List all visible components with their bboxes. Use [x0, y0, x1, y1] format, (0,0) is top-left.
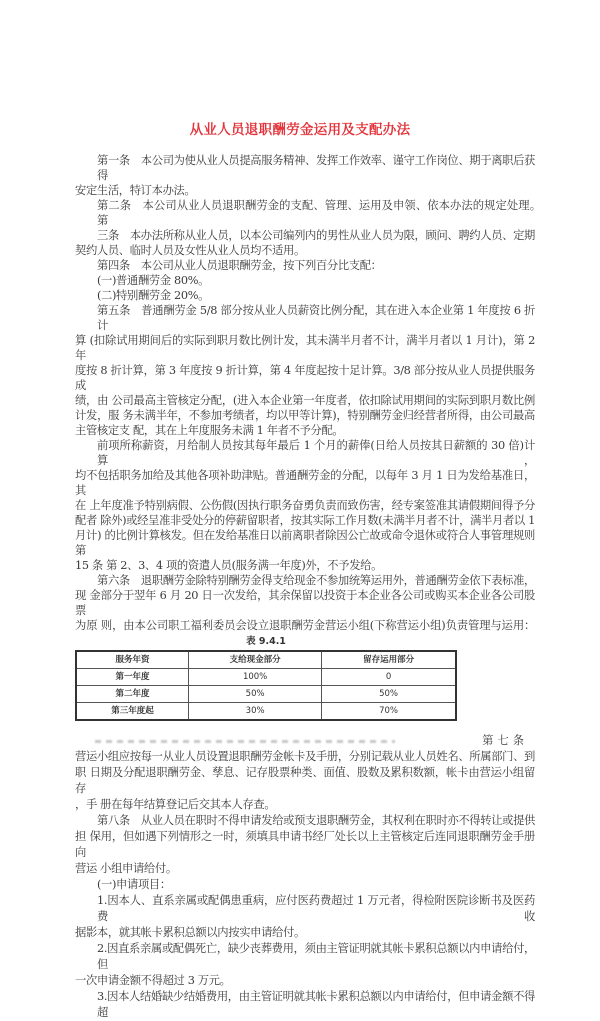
paragraph: [75, 258, 535, 273]
text-line: (二)特别酬劳金 20%。: [97, 289, 210, 302]
text-line: 3.因本人结婚缺少结婚费用，由主管证明就其帐卡累积总额以内申请给付，但申请金额不得超: [97, 990, 535, 1019]
text-line: 第四条 本公司从业人员退职酬劳金，按下列百分比支配：: [97, 259, 382, 272]
text-line: (一)普通酬劳金 80%。: [97, 274, 210, 287]
text-line: 绩，由 公司最高主管核定分配，(进入本企业第一年度者，依扣除试用期间的实际到职月数比例: [75, 394, 535, 407]
text-line: 安定生活，特订本办法。: [75, 184, 196, 197]
table-cell: 第二年度: [76, 686, 189, 703]
table-row: [76, 703, 456, 721]
table-row: [76, 669, 456, 686]
table-cell: 70%: [322, 703, 456, 721]
table-cell: 100%: [189, 669, 322, 686]
paragraph: [75, 893, 535, 941]
column-header: 支给现金部分: [189, 651, 322, 669]
paragraph: [75, 303, 535, 438]
document-title: 从业人员退职酬劳金运用及支配办法: [189, 122, 411, 138]
table-cell: 第一年度: [76, 669, 189, 686]
paragraph: [75, 813, 535, 877]
paragraph: [75, 989, 535, 1021]
text-line: 15 条 第 2、3、4 项的资遣人员(服务满一年度)外，不予发给。: [75, 559, 383, 572]
table-header-row: [76, 651, 456, 669]
text-line: (一)申请项目：: [97, 878, 171, 891]
text-line: 营运小组应按每一从业人员设置退职酬劳金帐卡及手册，分别记载从业人员姓名、所属部门、到: [75, 750, 535, 763]
table-cell: 第三年度起: [76, 703, 189, 721]
table-cell: 50%: [322, 686, 456, 703]
text-line: 为原 则，由本公司职工福利委员会设立退职酬劳金营运小组(下称营运小组)负责管理与运用：: [75, 619, 535, 632]
text-line: 配者 除外)或经呈准非受处分的停薪留职者，按其实际工作月数(未满半月者不计，满半月者以 1: [75, 514, 535, 527]
document-body-part-2: [75, 749, 535, 1021]
paragraph: [75, 228, 535, 258]
table-cell: 50%: [189, 686, 322, 703]
text-line: 营运 小组申请给付。: [75, 862, 177, 875]
text-line: 三条 本办法所称从业人员，以本公司编列内的男性从业人员为限，顾问、聘约人员、定期: [97, 229, 535, 242]
column-header: 留存运用部分: [322, 651, 456, 669]
text-line: 算 (扣除试用期间后的实际到职月数比例计发，其未满半月者不计，满半月者以 1 月计)，第 2 年: [75, 334, 535, 362]
text-line: 现 金部分于翌年 6 月 20 日一次发给，其余保留以投资于本企业各公司或购买本企业各公司股票: [75, 589, 535, 617]
text-line: 担 保用，但如遇下列情形之一时，须填具申请书经厂处长以上主管核定后连同退职酬劳金手册向: [75, 830, 535, 859]
text-line: 第八条 从业人员在职时不得申请发给或预支退职酬劳金，其权利在职时亦不得转让或提供: [97, 814, 535, 827]
article-7-heading-row: [75, 733, 528, 749]
text-line: ，手 册在每年结算登记后交其本人存查。: [75, 798, 276, 811]
paragraph: [75, 877, 535, 893]
paragraph: [75, 438, 535, 573]
table-cell: 30%: [189, 703, 322, 721]
table-caption: 表 9.4.1: [246, 636, 286, 647]
paragraph: [75, 749, 535, 813]
paragraph: [75, 573, 535, 633]
text-line: 第二条 本公司从业人员退职酬劳金的支配、管理、运用及申领、依本办法的规定处理。 第: [97, 199, 546, 227]
text-line: 主管核定支 配，其在上年度服务未满 1 年者不予分配。: [75, 424, 344, 437]
text-line: 2.因直系亲属或配偶死亡，缺少丧葬费用，须由主管证明就其帐卡累积总额以内申请给付，但: [97, 942, 535, 971]
paragraph: [75, 288, 535, 303]
text-line: 均不包括职务加给及其他各项补助津贴。普通酬劳金的分配，以每年 3 月 1 日为发给基准日，其: [75, 469, 535, 497]
text-line: 计发，服 务未满半年，不参加考绩者，均以甲等计算)，特别酬劳金归经营者所得，由公司最高: [75, 409, 535, 422]
paragraph: [75, 153, 535, 198]
text-line: 契约人员、临时人员及女性从业人员均不适用。: [75, 244, 305, 257]
faded-text-line: [95, 740, 395, 743]
paragraph: [75, 198, 546, 228]
document-body-part-1: [75, 153, 546, 633]
article-7-heading: 第七条: [482, 734, 528, 747]
retirement-allocation-table: [75, 650, 457, 721]
column-header: 服务年资: [76, 651, 189, 669]
paragraph: [75, 941, 535, 989]
table-row: [76, 686, 456, 703]
text-line: 月计) 的比例计算核发。但在发给基准日以前离职者除因公亡故或命令退休或符合人事管理规则第: [75, 529, 535, 557]
text-line: 职 日期及分配退职酬劳金、孳息、记存股票种类、面值、股数及累积数额，帐卡由营运小组留存: [75, 766, 535, 795]
text-line: 第六条 退职酬劳金除特别酬劳金得支给现金不参加统筹运用外，普通酬劳金依下表标准，: [97, 574, 535, 587]
text-line: 度按 8 折计算，第 3 年度按 9 折计算，第 4 年度起按十足计算。3/8 部分按从业人员提供服务成: [75, 364, 535, 392]
text-line: 据影本，就其帐卡累积总额以内按实申请给付。: [75, 926, 305, 939]
text-line: 前项所称薪资，月给制人员按其每年最后 1 个月的薪俸(日给人员按其日薪额的 30 倍)计算，: [97, 439, 535, 467]
text-line: 一次申请金额不得超过 3 万元。: [75, 974, 231, 987]
paragraph: [75, 273, 535, 288]
table-cell: 0: [322, 669, 456, 686]
text-line: 第五条 普通酬劳金 5/8 部分按从业人员薪资比例分配，其在进入本企业第 1 年度按 6 折计: [97, 304, 535, 332]
text-line: 第一条 本公司为使从业人员提高服务精神、发挥工作效率、谨守工作岗位、期于离职后获得: [97, 154, 535, 182]
text-line: 在 上年度准予特别病假、公伤假(因执行职务奋勇负责而致伤害，经专案签准其请假期间得予分: [75, 499, 535, 512]
text-line: 1.因本人、直系亲属或配偶患重病，应付医药费超过 1 万元者，得检附医院诊断书及医药费收: [97, 894, 535, 923]
